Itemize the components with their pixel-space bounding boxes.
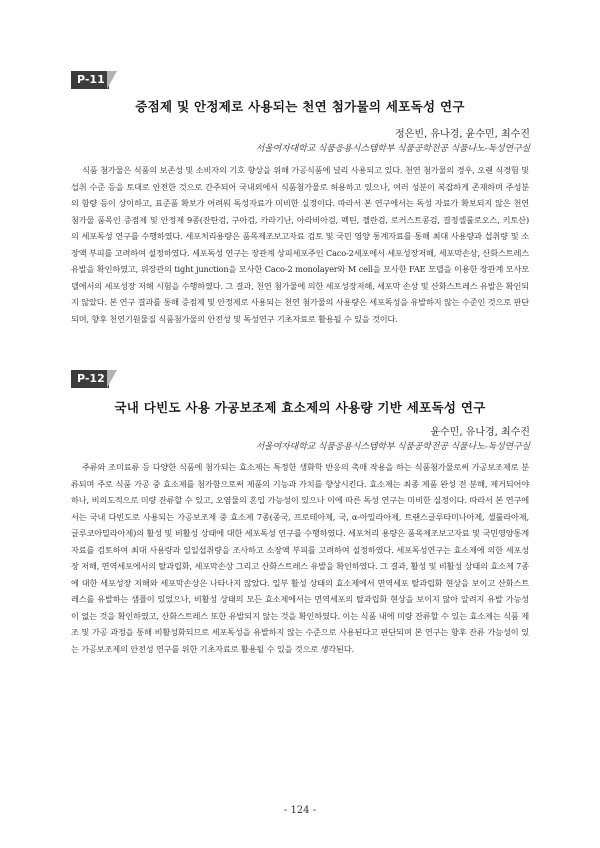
abstract-authors: 윤수민, 유나경, 최수진 <box>430 427 530 438</box>
badge-tail-decoration <box>107 71 117 89</box>
abstract-title: 증점제 및 안정제로 사용되는 천연 첨가물의 세포독성 연구 <box>135 99 465 114</box>
abstract-badge <box>71 370 119 388</box>
badge-tail-decoration <box>107 370 117 388</box>
abstract-title: 국내 다빈도 사용 가공보조제 효소제의 사용량 기반 세포독성 연구 <box>114 400 486 415</box>
abstract-badge-label: P-11 <box>71 71 109 89</box>
abstract-body: 식품 첨가물은 식품의 보존성 및 소비자의 기호 향상을 위해 가공식품에 널리 사용되고 있다. 천연 첨가물의 경우, 오랜 식경험 및 섭취 수준 등을 토대로 안전한 것으로 간주되어 국내외에서 식품첨가물로 허용하고 있으나, 여러 성분이 복잡하게 존재하며 주성분의 함량 등이 상이하고, 표준품 확보가 어려워 독성자료가 미비한 실정이다. 따라서 본 연구에서는 독성 자료가 확보되지 않은 천연 첨가물 품목인 증점제 및 안정제 9종(잔탄검, 구아검, 카라기난, 아라비아검, 펙틴, 젤란검, 로커스트콩검, 결정셀룰로오스, 키토산)의 세포독성 연구를 수행하였다. 세포처리용량은 품목제조보고자료 검토 및 국민 영양 통계자료를 통해 최대 사용량과 섭취량 및 소장액 부피를 고려하여 설정하였다. 세포독성 연구는 장관계 상피세포주인 Caco-2세포에서 세포성장저해, 세포막손상, 산화스트레스 유발을 확인하였고, 위장관의 tight junction을 모사한 Caco-2 monolayer와 M cell을 모사한 FAE 모델을 이용한 장관계 모사모델에서의 세포성장 저해 시험을 수행하였다. 그 결과, 천연 첨가물에 의한 세포성장저해, 세포막 손상 및 산화스트레스 유발은 확인되지 않았다. 본 연구 결과를 통해 증점제 및 안정제로 사용되는 천연 첨가물의 사용량은 세포독성을 유발하지 않는 수준인 것으로 판단되며, 향후 천연기원물질 식품첨가물의 안전성 및 독성연구 기초자료로 활용될 수 있을 것이다. <box>71 165 529 324</box>
abstract-badge-label: P-12 <box>71 370 109 388</box>
abstract-authors: 정은빈, 유나경, 윤수민, 최수진 <box>395 129 530 140</box>
page-number: - 124 - <box>283 805 317 816</box>
abstract-badge <box>71 71 119 89</box>
abstract-affiliation: 서울여자대학교 식품응용시스템학부 식품공학전공 식품나노-독성연구실 <box>255 144 530 154</box>
abstract-affiliation: 서울여자대학교 식품응용시스템학부 식품공학전공 식품나노-독성연구실 <box>255 442 530 452</box>
abstract-body: 주류와 조미료류 등 다양한 식품에 첨가되는 효소제는 특정한 생화학 반응의 촉매 작용을 하는 식품첨가물로써 가공보조제로 분류되며 주로 식품 가공 중 효소제를 첨가함으로써 제품의 기능과 가치를 향상시킨다. 효소제는 최종 제품 완성 전 분해, 제거되어야 하나, 비의도적으로 미량 잔류할 수 있고, 오염물의 혼입 가능성이 있으나 이에 따른 독성 연구는 미비한 실정이다. 따라서 본 연구에서는 국내 다빈도로 사용되는 가공보조제 중 효소제 7종(종국, 프로테아제, 국, α-아밀라아제, 트랜스글루타미나아제, 셀룰라아제, 글루코아밀라아제)의 활성 및 비활성 상태에 대한 세포독성 연구를 수행하였다. 세포처리 용량은 품목제조보고자료 및 국민영양통계자료를 검토하여 최대 사용량과 일일섭취량을 조사하고 소장액 부피를 고려하여 설정하였다. 세포독성연구는 효소제에 의한 세포성장 저해, 면역세포에서의 탈과립화, 세포막손상 그리고 산화스트레스 유발을 확인하였다. 그 결과, 활성 및 비활성 상태의 효소제 7종에 대한 세포성장 저해와 세포막손상은 나타나지 않았다. 일부 활성 상태의 효소제에서 면역세포 탈과립화 현상을 보이고 산화스트레스를 유발하는 샘플이 있었으나, 비활성 상태의 모든 효소제에서는 면역세포의 탈과립화 현상을 보이지 않아 알려지 유발 가능성이 없는 것을 확인하였고, 산화스트레스 또한 유발되지 않는 것을 확인하였다. 이는 식품 내에 미량 잔류할 수 있는 효소제는 식품 제조 및 가공 과정을 통해 비활성화되므로 세포독성을 유발하지 않는 수준으로 사용된다고 판단되며 본 연구는 향후 잔류 가능성이 있는 가공보조제의 안전성 연구를 위한 기초자료로 활용될 수 있을 것으로 생각된다. <box>71 462 529 654</box>
